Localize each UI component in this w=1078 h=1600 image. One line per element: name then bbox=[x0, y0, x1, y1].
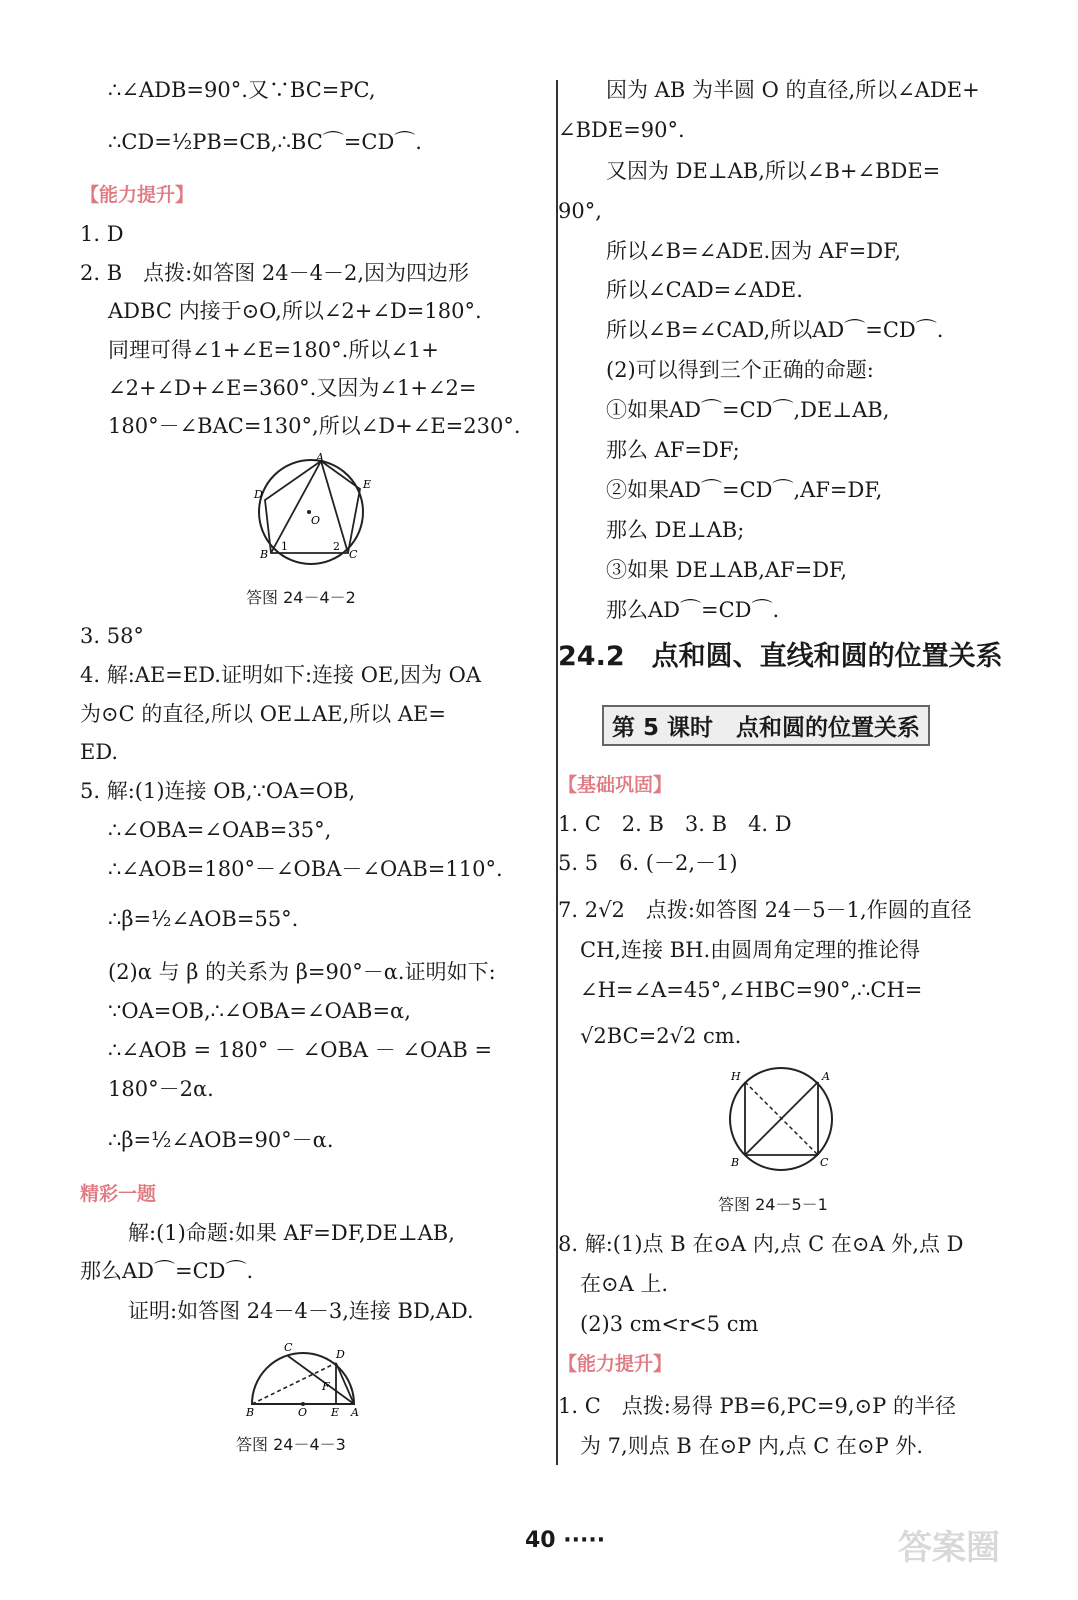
fig-label: 2 bbox=[333, 540, 340, 553]
text-line: ∴CD=½PB=CB,∴BC⌒=CD⌒. bbox=[108, 130, 422, 154]
section-heading-ability-2: 【能力提升】 bbox=[558, 1353, 673, 1375]
figure-caption: 答图 24－4－3 bbox=[236, 1435, 346, 1454]
figure-24-4-3 bbox=[240, 1338, 370, 1420]
text-line: 180°－2α. bbox=[108, 1077, 214, 1101]
text-line: ∴β=½∠AOB=55°. bbox=[108, 907, 299, 931]
text-line: ∵OA=OB,∴∠OBA=∠OAB=α, bbox=[108, 999, 411, 1023]
text-line: 所以∠B=∠ADE.因为 AF=DF, bbox=[606, 239, 902, 263]
answer-8: 8. 解:(1)点 B 在⊙A 内,点 C 在⊙A 外,点 D bbox=[558, 1232, 964, 1256]
fig-label: A bbox=[351, 1406, 359, 1419]
answer-7: 7. 2√2 点拨:如答图 24－5－1,作圆的直径 bbox=[558, 898, 972, 922]
answer-ability-1: 1. C 点拨:易得 PB=6,PC=9,⊙P 的半径 bbox=[558, 1394, 956, 1418]
text-line: 所以∠CAD=∠ADE. bbox=[606, 278, 803, 302]
answer-1: 1. D bbox=[80, 222, 124, 246]
lesson-title-box: 第 5 课时 点和圆的位置关系 bbox=[602, 705, 930, 746]
section-heading-basic: 【基础巩固】 bbox=[558, 774, 673, 796]
section-heading-ability: 【能力提升】 bbox=[80, 184, 195, 206]
text-line: ∠H=∠A=45°,∠HBC=90°,∴CH= bbox=[580, 978, 923, 1002]
watermark-logo: 答案圈 bbox=[898, 1528, 1000, 1568]
text-line: (2)α 与 β 的关系为 β=90°－α.证明如下: bbox=[108, 960, 496, 984]
text-line: 那么AD⌒=CD⌒. bbox=[80, 1259, 254, 1283]
fig-label: F bbox=[322, 1380, 330, 1393]
answer-4: 4. 解:AE=ED.证明如下:连接 OE,因为 OA bbox=[80, 663, 481, 687]
text-line: ∴∠ADB=90°.又∵BC=PC, bbox=[108, 78, 376, 102]
text-line: 同理可得∠1+∠E=180°.所以∠1+ bbox=[108, 338, 439, 362]
text-line: 为 7,则点 B 在⊙P 内,点 C 在⊙P 外. bbox=[580, 1434, 924, 1458]
text-line: ∴∠AOB=180°－∠OBA－∠OAB=110°. bbox=[108, 857, 503, 881]
text-line: ∴β=½∠AOB=90°－α. bbox=[108, 1128, 334, 1152]
fig-label: H bbox=[731, 1070, 741, 1083]
text-line: CH,连接 BH.由圆周角定理的推论得 bbox=[580, 938, 921, 962]
answer-3: 3. 58° bbox=[80, 624, 144, 648]
text-line: ED. bbox=[80, 740, 119, 764]
text-line: ①如果AD⌒=CD⌒,DE⊥AB, bbox=[606, 398, 890, 422]
fig-label: B bbox=[260, 548, 269, 561]
text-line: ③如果 DE⊥AB,AF=DF, bbox=[606, 558, 848, 582]
text-line: ∠BDE=90°. bbox=[558, 118, 685, 142]
text-line: (2)3 cm<r<5 cm bbox=[580, 1312, 759, 1336]
text-line: 在⊙A 上. bbox=[580, 1272, 669, 1296]
text-line: 证明:如答图 24－4－3,连接 BD,AD. bbox=[128, 1299, 474, 1323]
fig-label: O bbox=[311, 514, 321, 527]
answer-2: 2. B 点拨:如答图 24－4－2,因为四边形 bbox=[80, 261, 470, 285]
text-line: 解:(1)命题:如果 AF=DF,DE⊥AB, bbox=[128, 1221, 455, 1245]
section-title: 24.2 点和圆、直线和圆的位置关系 bbox=[558, 641, 1003, 672]
answers-1-4: 1. C 2. B 3. B 4. D bbox=[558, 812, 792, 836]
fig-label: 1 bbox=[281, 540, 288, 553]
text-line: ∠2+∠D+∠E=360°.又因为∠1+∠2= bbox=[108, 376, 477, 400]
text-line: ∴∠OBA=∠OAB=35°, bbox=[108, 818, 332, 842]
figure-caption: 答图 24－5－1 bbox=[718, 1195, 828, 1214]
text-line: √2BC=2√2 cm. bbox=[580, 1024, 742, 1048]
figure-24-4-2 bbox=[248, 450, 378, 568]
text-line: 因为 AB 为半圆 O 的直径,所以∠ADE+ bbox=[606, 78, 980, 102]
figure-caption: 答图 24－4－2 bbox=[246, 588, 356, 607]
text-line: 180°－∠BAC=130°,所以∠D+∠E=230°. bbox=[108, 414, 521, 438]
figure-24-5-1 bbox=[725, 1064, 845, 1174]
fig-label: O bbox=[298, 1406, 308, 1419]
fig-label: C bbox=[349, 548, 358, 561]
text-line: 又因为 DE⊥AB,所以∠B+∠BDE= bbox=[606, 159, 941, 183]
fig-label: D bbox=[254, 488, 263, 501]
fig-label: B bbox=[731, 1156, 740, 1169]
answer-5: 5. 解:(1)连接 OB,∵OA=OB, bbox=[80, 779, 356, 803]
fig-label: C bbox=[820, 1156, 829, 1169]
answers-5-6: 5. 5 6. (－2,－1) bbox=[558, 851, 738, 875]
fig-label: B bbox=[246, 1406, 255, 1419]
page-number: 40 ····· bbox=[525, 1528, 606, 1553]
fig-label: E bbox=[331, 1406, 340, 1419]
fig-label: A bbox=[822, 1070, 830, 1083]
text-line: 所以∠B=∠CAD,所以AD⌒=CD⌒. bbox=[606, 318, 944, 342]
text-line: (2)可以得到三个正确的命题: bbox=[606, 358, 874, 382]
fig-label: C bbox=[284, 1341, 293, 1354]
text-line: ∴∠AOB = 180° － ∠OBA － ∠OAB = bbox=[108, 1038, 493, 1062]
text-line: ②如果AD⌒=CD⌒,AF=DF, bbox=[606, 478, 883, 502]
fig-label: E bbox=[363, 478, 372, 491]
text-line: 那么 DE⊥AB; bbox=[606, 518, 745, 542]
text-line: 那么 AF=DF; bbox=[606, 438, 740, 462]
text-line: 那么AD⌒=CD⌒. bbox=[606, 598, 780, 622]
text-line: 90°, bbox=[558, 199, 602, 223]
text-line: 为⊙C 的直径,所以 OE⊥AE,所以 AE= bbox=[80, 702, 446, 726]
fig-label: D bbox=[336, 1348, 345, 1361]
text-line: ADBC 内接于⊙O,所以∠2+∠D=180°. bbox=[108, 299, 482, 323]
fig-label: A bbox=[316, 451, 324, 464]
section-heading-wonderful: 精彩一题 bbox=[80, 1183, 157, 1205]
